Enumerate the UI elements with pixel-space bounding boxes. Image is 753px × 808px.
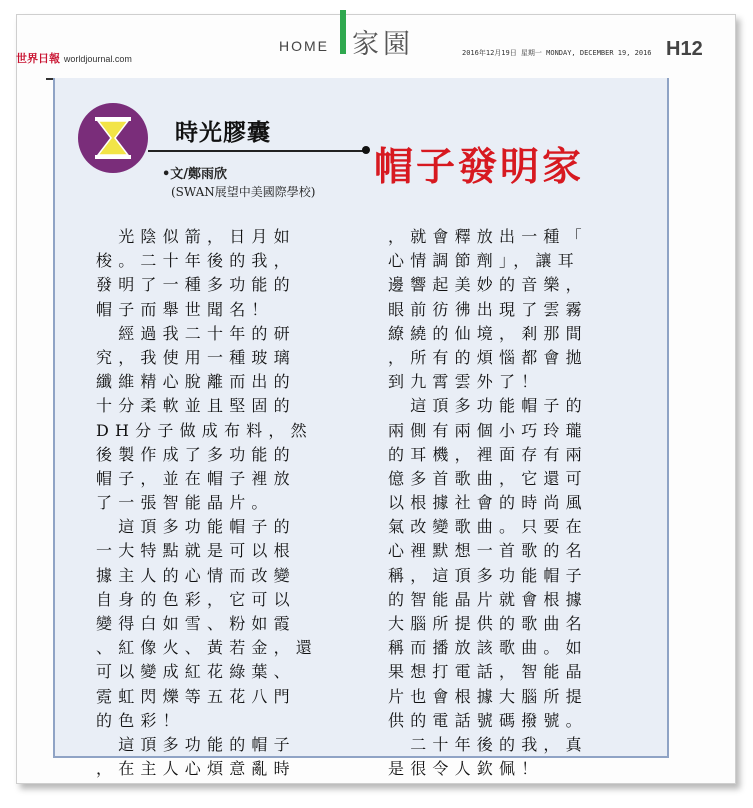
- text-line: 自身的色彩，它可以: [96, 589, 296, 609]
- text-line: 供的電話號碼撥號。: [388, 710, 588, 730]
- text-line: 的智能晶片就會根據: [388, 589, 588, 609]
- text-line: ，在主人心煩意亂時: [96, 759, 296, 779]
- section-name-zh: 家園: [352, 29, 414, 60]
- section-name-en: HOME: [279, 38, 329, 54]
- text-line: 這頂多功能帽子的: [96, 517, 296, 537]
- text-line: 發明了一種多功能的: [96, 275, 296, 295]
- text-line: 二十年後的我，真: [388, 734, 588, 754]
- text-line: 纖維精心脫離而出的: [96, 372, 296, 392]
- text-line: 心情調節劑」，讓耳: [388, 251, 580, 271]
- text-line: 的色彩！: [96, 710, 185, 730]
- text-line: 帽子，並在帽子裡放: [96, 468, 296, 488]
- column-title-rule: [148, 150, 368, 152]
- page-number: H12: [666, 38, 703, 60]
- author-school: (SWAN展望中美國際學校): [171, 185, 316, 199]
- text-line: 霓虹閃爍等五花八門: [96, 686, 296, 706]
- text-line: 片也會根據大腦所提: [388, 686, 588, 706]
- text-line: 帽子而舉世聞名！: [96, 299, 274, 319]
- text-line: 兩側有兩個小巧玲瓏: [388, 420, 588, 440]
- brand-url: worldjournal.com: [63, 54, 132, 64]
- hourglass-icon: [78, 103, 148, 173]
- article-headline: 帽子發明家: [374, 145, 585, 190]
- text-line: 邊響起美妙的音樂，: [388, 275, 588, 295]
- text-line: 了一張智能晶片。: [96, 493, 274, 513]
- text-line: 氣改變歌曲。只要在: [388, 517, 588, 537]
- text-line: 億多首歌曲，它還可: [388, 468, 588, 488]
- section-color-bar: [340, 10, 346, 54]
- text-line: 繚繞的仙境，剎那間: [388, 323, 588, 343]
- text-line: 以根據社會的時尚風: [388, 493, 588, 513]
- text-line: 心裡默想一首歌的名: [388, 541, 588, 561]
- text-line: 果想打電話，智能晶: [388, 662, 588, 682]
- text-line: DH分子做成布料，然: [96, 420, 313, 440]
- column-title: 時光膠囊: [175, 120, 271, 146]
- text-line: 後製作成了多功能的: [96, 444, 296, 464]
- text-line: 大腦所提供的歌曲名: [388, 614, 588, 633]
- text-line: 經過我二十年的研: [96, 323, 296, 343]
- text-line: 這頂多功能帽子的: [388, 396, 588, 416]
- article-column-right: [388, 225, 666, 781]
- text-line: 究，我使用一種玻璃: [96, 347, 296, 367]
- text-line: ，就會釋放出一種「: [388, 227, 588, 246]
- byline: •文/鄭雨欣: [162, 167, 228, 182]
- dateline: 2016年12月19日 星期一 MONDAY, DECEMBER 19, 2016: [462, 49, 652, 57]
- text-line: 變得白如雪、粉如霞: [96, 614, 296, 633]
- brand-name: 世界日報: [16, 52, 60, 65]
- text-line: 到九霄雲外了！: [388, 372, 544, 392]
- masthead-brand: [16, 50, 132, 66]
- text-line: ，所有的煩惱都會拋: [388, 347, 588, 367]
- text-line: 是很令人欽佩！: [388, 759, 544, 779]
- text-line: 、紅像火、黃若金，還: [96, 638, 319, 658]
- text-line: 的耳機，裡面存有兩: [388, 444, 588, 464]
- text-line: 這頂多功能的帽子: [96, 734, 296, 754]
- text-line: 據主人的心情而改變: [96, 565, 296, 585]
- text-line: 十分柔軟並且堅固的: [96, 396, 296, 416]
- text-line: 稱，這頂多功能帽子: [388, 565, 588, 585]
- masthead-watermark: [18, 10, 58, 54]
- text-line: 稱而播放該歌曲。如: [388, 638, 588, 658]
- text-line: 可以變成紅花綠葉、: [96, 662, 296, 682]
- article-column-left: [96, 225, 374, 781]
- text-line: 光陰似箭，日月如: [96, 227, 296, 246]
- text-line: 梭。二十年後的我，: [96, 251, 296, 271]
- column-title-rule-dot: [362, 146, 370, 154]
- text-line: 眼前彷彿出現了雲霧: [388, 299, 588, 319]
- text-line: 一大特點就是可以根: [96, 541, 296, 561]
